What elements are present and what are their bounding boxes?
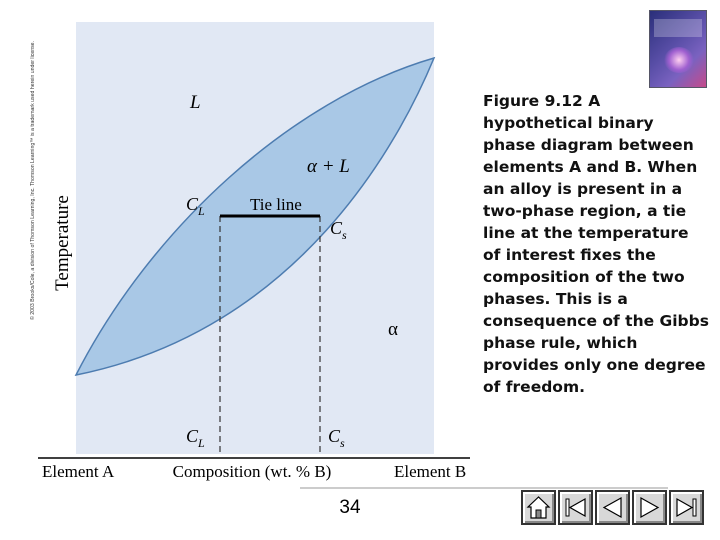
tie-line-label: Tie line [250, 195, 302, 214]
book-cover-image [649, 10, 707, 88]
liquid-label: L [190, 92, 201, 113]
cl-top-label: $C_L$ [186, 194, 205, 218]
x-axis-title: Composition (wt. % B) [172, 462, 332, 481]
first-page-button[interactable] [558, 490, 593, 525]
y-axis-label: Temperature [52, 195, 73, 291]
cl-bottom-label: $C_L$ [186, 426, 205, 450]
previous-page-icon [597, 492, 628, 523]
x-axis-right-label: Element B [394, 462, 467, 481]
cs-top-label: $C_s$ [330, 218, 347, 242]
two-phase-label: α + L [307, 156, 350, 177]
next-page-button[interactable] [632, 490, 667, 525]
x-axis-left-label: Element A [42, 462, 115, 481]
cs-bottom-label: $C_s$ [328, 426, 345, 450]
figure-caption: Figure 9.12 A hypothetical binary phase diagram between elements A and B. When an alloy is present in a two-phase region, a tie line at the temperature of interest fixes the composition of the two phases. This is a consequence of the Gibbs phase rule, which provides only one degree of freedom. [483, 92, 709, 396]
previous-page-button[interactable] [595, 490, 630, 525]
home-icon [523, 492, 554, 523]
copyright-notice: © 2003 Brooks/Cole, a division of Thomson Learning, Inc. Thomson Learning™ is a trademark used herein under license. [30, 40, 36, 320]
alpha-label: α [388, 319, 398, 340]
first-page-icon [560, 492, 591, 523]
page-number: 34 [339, 497, 361, 518]
home-button[interactable] [521, 490, 556, 525]
next-page-icon [634, 492, 665, 523]
last-page-button[interactable] [669, 490, 704, 525]
last-page-icon [671, 492, 702, 523]
